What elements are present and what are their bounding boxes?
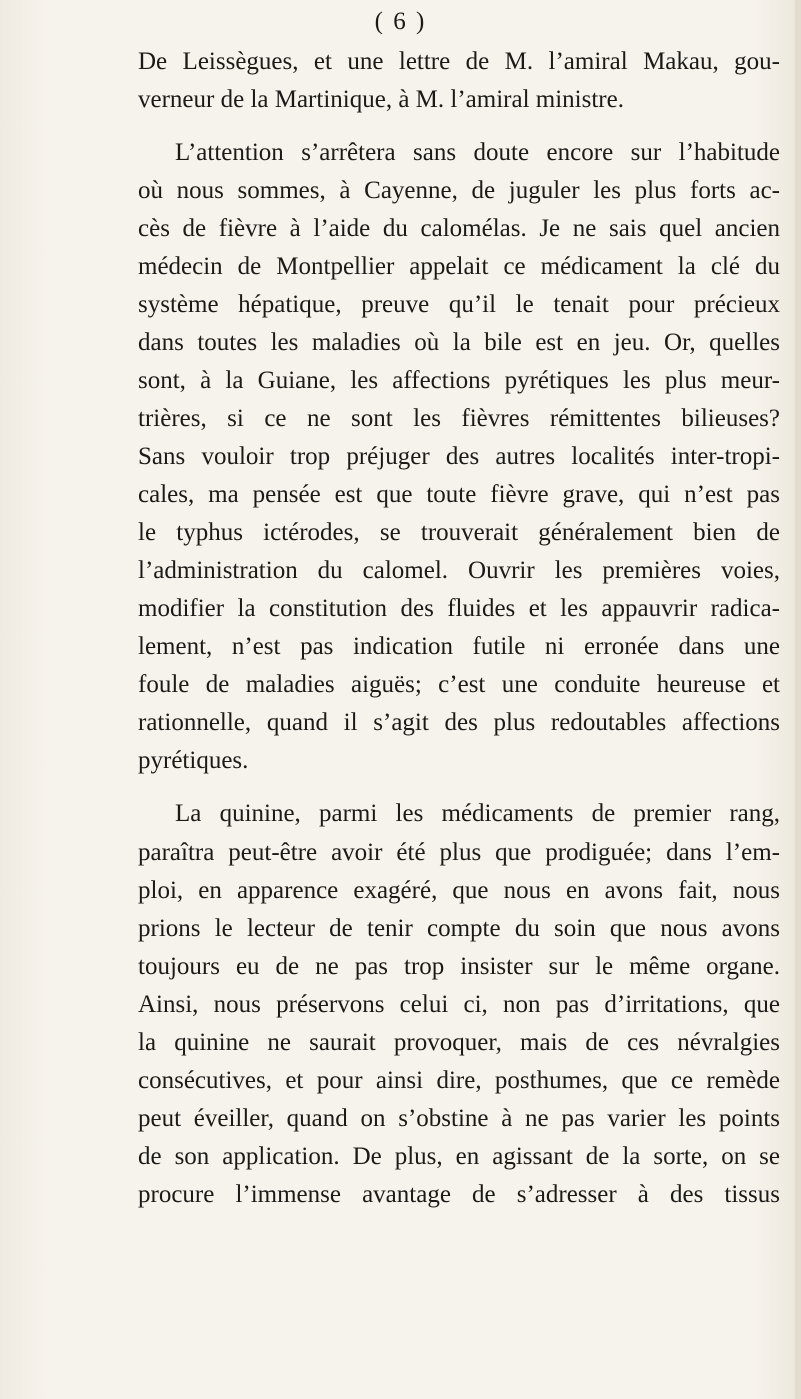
page-number: ( 6 ): [374, 8, 427, 35]
text-line: sont, à la Guiane, les affections pyrétiques les plus meur-: [138, 367, 780, 394]
text-line: peut éveiller, quand on s’obstine à ne pas varier les points: [138, 1105, 780, 1132]
text-line: Ainsi, nous préservons celui ci, non pas d’irritations, que: [138, 991, 780, 1018]
text-line: procure l’immense avantage de s’adresser à des tissus: [138, 1181, 780, 1208]
text-line: foule de maladies aiguës; c’est une conduite heureuse et: [138, 671, 780, 698]
text-line: rationnelle, quand il s’agit des plus redoutables affections: [138, 709, 780, 736]
text-line: verneur de la Martinique, à M. l’amiral ministre.: [138, 86, 624, 113]
text-line: De Leissègues, et une lettre de M. l’amiral Makau, gou-: [138, 48, 780, 75]
text-line: modifier la constitution des fluides et les appauvrir radica-: [138, 595, 780, 622]
text-line: paraîtra peut-être avoir été plus que prodiguée; dans l’em-: [138, 839, 780, 866]
text-line: médecin de Montpellier appelait ce médicament la clé du: [138, 253, 780, 280]
text-line: ploi, en apparence exagéré, que nous en avons fait, nous: [138, 877, 780, 904]
text-line: système hépatique, preuve qu’il le tenait pour précieux: [138, 291, 780, 318]
text-line: l’administration du calomel. Ouvrir les premières voies,: [138, 557, 780, 584]
text-line: prions le lecteur de tenir compte du soin que nous avons: [138, 915, 780, 942]
text-line: Sans vouloir trop préjuger des autres localités inter-tropi-: [138, 443, 780, 470]
text-line: cès de fièvre à l’aide du calomélas. Je ne sais quel ancien: [138, 215, 780, 242]
text-line: consécutives, et pour ainsi dire, posthumes, que ce remède: [138, 1067, 780, 1094]
text-line: L’attention s’arrêtera sans doute encore sur l’habitude: [175, 139, 780, 166]
text-line: toujours eu de ne pas trop insister sur le même organe.: [138, 953, 780, 980]
text-line: trières, si ce ne sont les fièvres rémittentes bilieuses?: [138, 405, 780, 432]
text-line: cales, ma pensée est que toute fièvre grave, qui n’est pas: [138, 481, 780, 508]
text-line: lement, n’est pas indication futile ni erronée dans une: [138, 633, 780, 660]
text-line: le typhus ictérodes, se trouverait généralement bien de: [138, 519, 780, 546]
text-line: de son application. De plus, en agissant de la sorte, on se: [138, 1143, 780, 1170]
page-edge-shadow: [795, 0, 801, 1399]
text-line: dans toutes les maladies où la bile est en jeu. Or, quelles: [138, 329, 780, 356]
text-line: La quinine, parmi les médicaments de premier rang,: [175, 800, 780, 827]
text-line: où nous sommes, à Cayenne, de juguler les plus forts ac-: [138, 177, 780, 204]
text-line: pyrétiques.: [138, 747, 249, 774]
text-line: la quinine ne saurait provoquer, mais de ces névralgies: [138, 1029, 780, 1056]
